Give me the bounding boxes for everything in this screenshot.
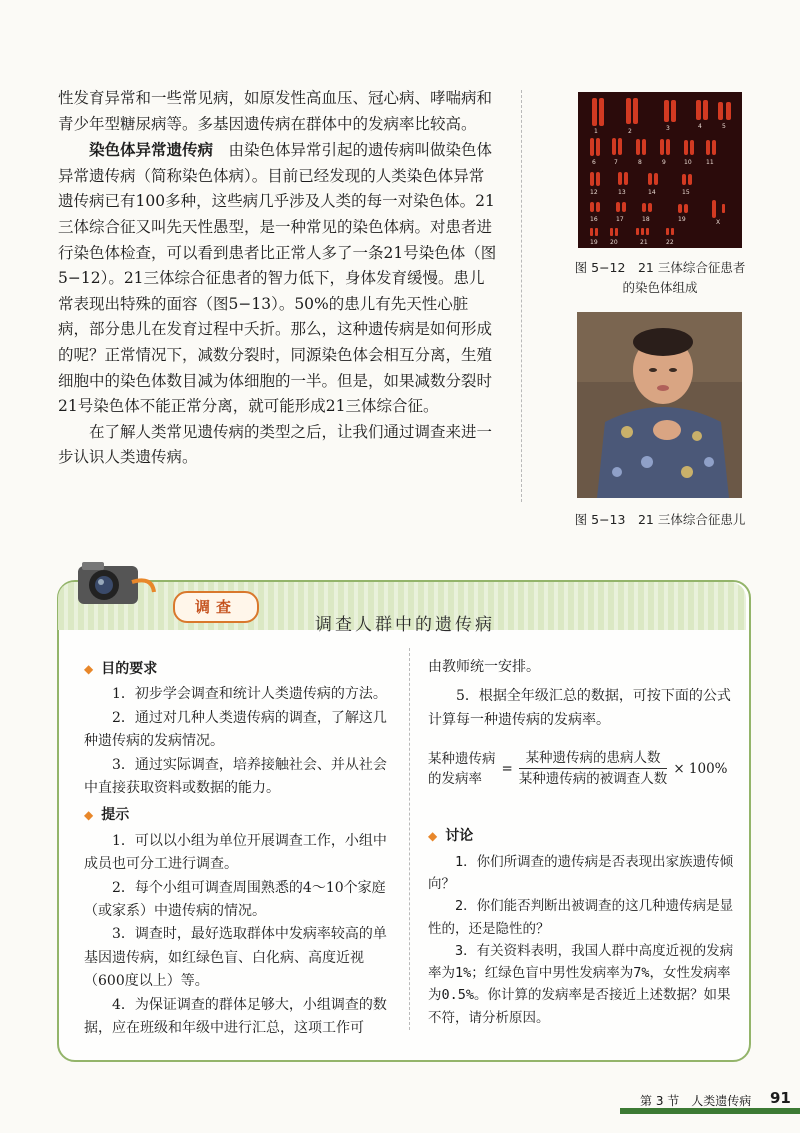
drop-icon: ◆ [84, 808, 94, 823]
svg-text:13: 13 [618, 189, 626, 196]
formula-lhs-line1: 某种遗传病 [428, 750, 496, 767]
discuss-heading [428, 825, 738, 848]
svg-text:18: 18 [642, 216, 650, 223]
formula-numerator: 某种遗传病的患病人数 [519, 748, 668, 769]
goal-heading [84, 658, 394, 681]
paragraph-2 [58, 137, 498, 420]
svg-text:17: 17 [616, 216, 624, 223]
svg-text:20: 20 [610, 239, 618, 246]
svg-text:21: 21 [640, 239, 648, 246]
drop-icon: ◆ [84, 662, 94, 676]
paragraph-3: 在了解人类常见遗传病的类型之后，让我们通过调查来进一步认识人类遗传病。 [58, 422, 493, 467]
discuss-item: 1．你们所调查的遗传病是否表现出家族遗传倾向？ [428, 853, 734, 892]
discuss-item: 3．有关资料表明，我国人群中高度近视的发病率为1%；红绿色盲中男性发病率为7%，女性发病率为0.5%。你计算的发病率是否接近上述数据？如果不符，请分析原因。 [428, 942, 734, 1026]
column-divider [521, 90, 522, 502]
formula-fraction [519, 748, 668, 789]
formula-lhs-line2: 的发病率 [428, 770, 482, 787]
goal-item: 3．通过实际调查，培养接触社会、并从社会中直接获取资料或数据的能力。 [84, 756, 387, 797]
svg-text:6: 6 [592, 159, 596, 166]
svg-text:11: 11 [706, 159, 714, 166]
svg-text:4: 4 [698, 123, 702, 130]
svg-text:10: 10 [684, 159, 692, 166]
discuss-list [428, 851, 738, 1029]
goal-item: 2．通过对几种人类遗传病的调查，了解这几种遗传病的发病情况。 [84, 709, 387, 750]
tip-item: 2．每个小组可调查周围熟悉的4～10个家庭（或家系）中遗传病的情况。 [84, 879, 386, 920]
svg-text:12: 12 [590, 189, 598, 196]
svg-text:14: 14 [648, 189, 656, 196]
formula-denominator: 某种遗传病的被调查人数 [518, 771, 668, 788]
paragraph-1: 性发育异常和一些常见病，如原发性高血压、冠心病、哮喘病和青少年型糖尿病等。多基因遗传病在群体中的发病率比较高。 [58, 89, 493, 133]
svg-text:16: 16 [590, 216, 598, 223]
survey-right-column [428, 656, 738, 1029]
formula-lhs [428, 749, 496, 789]
goal-item: 1．初步学会调查和统计人类遗传病的方法。 [112, 686, 387, 703]
fig-5-12-caption-line2: 的染色体组成 [622, 280, 698, 295]
goal-heading-text: 目的要求 [101, 661, 158, 677]
tips-heading-text: 提示 [101, 807, 130, 824]
main-text [58, 86, 498, 471]
drop-icon: ◆ [428, 829, 438, 844]
svg-text:3: 3 [666, 125, 670, 132]
svg-text:X: X [716, 219, 721, 226]
tips-heading [84, 804, 394, 827]
survey-title: 调查人群中的遗传病 [315, 615, 495, 635]
camera-icon [72, 552, 158, 610]
tip-item: 5．根据全年级汇总的数据，可按下面的公式计算每一种遗传病的发病率。 [428, 688, 731, 728]
svg-text:2: 2 [628, 128, 632, 135]
discuss-heading-text: 讨论 [445, 828, 474, 845]
svg-text:9: 9 [662, 159, 666, 166]
tip-item: 1．可以以小组为单位开展调查工作，小组中成员也可分工进行调查。 [84, 832, 387, 873]
footer-section: 第 3 节 人类遗传病 [640, 1094, 752, 1108]
fig-5-12-caption-line1: 图 5−12 21 三体综合征患者 [574, 260, 746, 275]
svg-text:19: 19 [678, 216, 686, 223]
page-number: 91 [770, 1089, 791, 1107]
tip-continuation: 由教师统一安排。 [428, 659, 540, 675]
paragraph-2-text: 由染色体异常引起的遗传病叫做染色体异常遗传病（简称染色体病）。目前已经发现的人类染色体异常遗传病已有100多种，这些病几乎涉及人类的每一对染色体。21三体综合征又叫先天性愚型，是一种常见的染色体病。对患者进行染色体检查，可以看到患者比正常人多了一条21号染色体（图5−12）。21三体综合征患者的智力低下，身体发育缓慢。患儿常表现出特殊的面容（图5−13）。50%的患儿有先天性心脏病，部分患儿在发育过程中夭折。那么，这种遗传病是如何形成的呢？正常情况下，减数分裂时，同源染色体会相互分离，生殖细胞中的染色体数目减为体细胞的一半。但是，如果减数分裂时21号染色体不能正常分离，就可能形成21三体综合征。 [58, 141, 497, 416]
incidence-formula [428, 748, 738, 789]
svg-text:22: 22 [666, 239, 674, 246]
fig-5-12-caption [560, 258, 760, 298]
survey-left-column [84, 656, 394, 1041]
child-photo [577, 312, 742, 498]
term-chromosome-disease: 染色体异常遗传病 [89, 140, 214, 160]
svg-text:7: 7 [614, 159, 618, 166]
svg-text:19: 19 [590, 239, 598, 246]
survey-column-divider [409, 648, 410, 1030]
tip-item: 4．为保证调查的群体足够大，小组调查的数据，应在班级和年级中进行汇总，这项工作可 [84, 996, 387, 1037]
fig-5-13-caption: 图 5−13 21 三体综合征患儿 [574, 512, 746, 527]
formula-equals: = [501, 760, 513, 777]
svg-text:15: 15 [682, 189, 690, 196]
svg-text:5: 5 [722, 123, 726, 130]
discuss-item: 2．你们能否判断出被调查的这几种遗传病是显性的，还是隐性的？ [428, 898, 734, 937]
survey-tag: 调查 [173, 591, 259, 623]
karyotype-image [578, 92, 742, 248]
tip-item: 3．调查时，最好选取群体中发病率较高的单基因遗传病，如红绿色盲、白化病、高度近视（600度以上）等。 [84, 926, 387, 990]
formula-multiplier: × 100% [673, 760, 728, 777]
karyotype-illustration [578, 92, 742, 248]
svg-text:1: 1 [594, 128, 598, 135]
svg-text:8: 8 [638, 159, 642, 166]
child-photo-illustration [577, 312, 742, 498]
